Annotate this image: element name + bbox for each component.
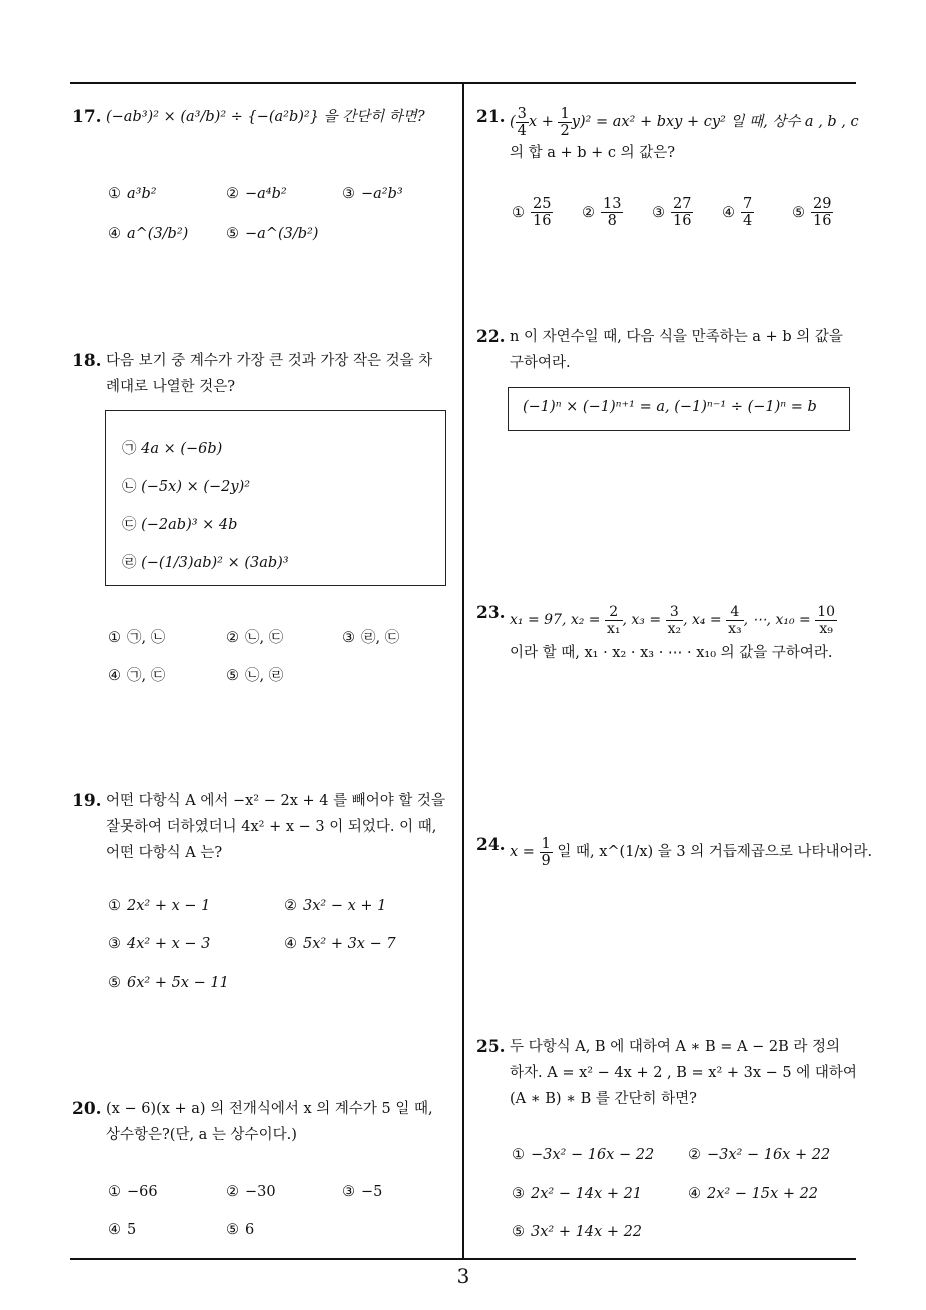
example-item-4: ㉣ (−(1/3)ab)² × (3ab)³ [122,555,289,571]
choice-4[interactable]: ④ 5x² + 3x − 7 [284,936,396,952]
question-text-line-2: 하자. A = x² − 4x + 2 , B = x² + 3x − 5 에 대하여 [510,1065,857,1081]
question-25 [476,1034,866,1112]
choice-1[interactable]: ① −66 [108,1184,158,1200]
question-number: 22. [476,327,506,347]
question-24 [476,832,873,872]
choice-4[interactable]: ④ 5 [108,1222,137,1238]
question-number: 19. [72,791,102,811]
choice-2[interactable]: ② −30 [226,1184,276,1200]
choice-5[interactable]: ⑤ ㉡, ㉣ [226,668,284,684]
choice-3[interactable]: ③ 2x² − 14x + 21 [512,1186,643,1202]
choice-5[interactable]: ⑤ −a^(3/b²) [226,226,319,242]
example-item-2: ㉡ (−5x) × (−2y)² [122,479,251,495]
question-text-line-1: ( $\frac{3}{4}$ x + $\frac{1}{2}$ y)² = ax² + bxy + cy² 일 때, 상수 a , b , c [510,105,859,139]
question-text-line-3: (A ∗ B) ∗ B 를 간단히 하면? [510,1091,697,1107]
example-box [105,410,446,586]
choice-2[interactable]: ② −3x² − 16x + 22 [688,1147,831,1163]
choice-3[interactable]: ③ −a²b³ [342,186,403,202]
condition-box [508,387,850,431]
choice-1[interactable]: ① 2x² + x − 1 [108,898,211,914]
question-text: x = $\frac{1}{9}$ 일 때, x^(1/x) 을 3 의 거듭제곱으로 나타내어라. [510,835,873,869]
question-text-line-1: (x − 6)(x + a) 의 전개식에서 x 의 계수가 5 일 때, [106,1101,433,1117]
choice-5[interactable]: ⑤ 6 [226,1222,255,1238]
question-number: 23. [476,603,506,623]
choice-1[interactable]: ① a³b² [108,186,157,202]
choice-2[interactable]: ② ㉡, ㉢ [226,630,284,646]
choice-2[interactable]: ② −a⁴b² [226,186,287,202]
choice-2[interactable]: ② $\frac{13}{8}$ [582,196,622,229]
example-item-1: ㉠ 4a × (−6b) [122,441,223,457]
bottom-rule [70,1258,856,1260]
question-text-line-2: 잘못하여 더하였더니 4x² + x − 3 이 되었다. 이 때, [106,819,437,835]
choice-4[interactable]: ④ 2x² − 15x + 22 [688,1186,819,1202]
question-text-line-2: 례대로 나열한 것은? [106,379,236,395]
choice-3[interactable]: ③ 4x² + x − 3 [108,936,211,952]
choice-5[interactable]: ⑤ 6x² + 5x − 11 [108,975,229,991]
question-text-line-1: x₁ = 97, x₂ = $\frac{2}{\text{x₁}}$ , x₃ = $\frac{3}{\text{x₂}}$ , x₄ = $\frac{4}{\text{x₃}}$ , ⋯, x₁₀ = $\frac{10}{\text{x₉}}$ [510,603,836,637]
question-number: 21. [476,107,506,127]
question-number: 17. [72,107,102,127]
example-item-3: ㉢ (−2ab)³ × 4b [122,517,238,533]
choice-5[interactable]: ⑤ 3x² + 14x + 22 [512,1224,643,1240]
page-number: 3 [456,1264,470,1288]
question-19 [72,788,457,866]
question-18 [72,348,457,400]
choice-4[interactable]: ④ ㉠, ㉢ [108,668,166,684]
choice-3[interactable]: ③ ㉣, ㉢ [342,630,400,646]
column-divider [462,82,464,1258]
choice-4[interactable]: ④ a^(3/b²) [108,226,189,242]
choice-5[interactable]: ⑤ $\frac{29}{16}$ [792,196,832,229]
question-text-line-1: 다음 보기 중 계수가 가장 큰 것과 가장 작은 것을 차 [106,353,433,369]
question-number: 24. [476,835,506,855]
choice-1[interactable]: ① ㉠, ㉡ [108,630,166,646]
choice-3[interactable]: ③ −5 [342,1184,383,1200]
question-number: 25. [476,1037,506,1057]
question-text-line-1: n 이 자연수일 때, 다음 식을 만족하는 a + b 의 값을 [510,329,843,345]
question-21 [476,104,866,166]
question-text-line-2: 이라 할 때, x₁ · x₂ · x₃ · ⋯ · x₁₀ 의 값을 구하여라. [510,645,833,661]
question-number: 20. [72,1099,102,1119]
question-text-line-2: 의 합 a + b + c 의 값은? [510,145,676,161]
question-17 [72,104,452,130]
condition-text: (−1)ⁿ × (−1)ⁿ⁺¹ = a, (−1)ⁿ⁻¹ ÷ (−1)ⁿ = b [523,399,817,415]
choice-1[interactable]: ① $\frac{25}{16}$ [512,196,552,229]
question-number: 18. [72,351,102,371]
choice-1[interactable]: ① −3x² − 16x − 22 [512,1147,655,1163]
question-text-line-2: 상수항은?(단, a 는 상수이다.) [106,1127,297,1143]
question-text-line-1: 두 다항식 A, B 에 대하여 A ∗ B = A − 2B 라 정의 [510,1039,840,1055]
question-23 [476,600,866,666]
choice-4[interactable]: ④ $\frac{7}{4}$ [722,196,753,229]
question-text-line-1: 어떤 다항식 A 에서 −x² − 2x + 4 를 빼어야 할 것을 [106,793,445,809]
question-text: (−ab³)² × (a³/b)² ÷ {−(a²b)²} 을 간단히 하면? [106,109,425,125]
question-text-line-2: 구하여라. [510,355,571,371]
choice-2[interactable]: ② 3x² − x + 1 [284,898,387,914]
question-20 [72,1096,457,1148]
question-22 [476,324,866,376]
choice-3[interactable]: ③ $\frac{27}{16}$ [652,196,692,229]
question-text-line-3: 어떤 다항식 A 는? [106,845,223,861]
